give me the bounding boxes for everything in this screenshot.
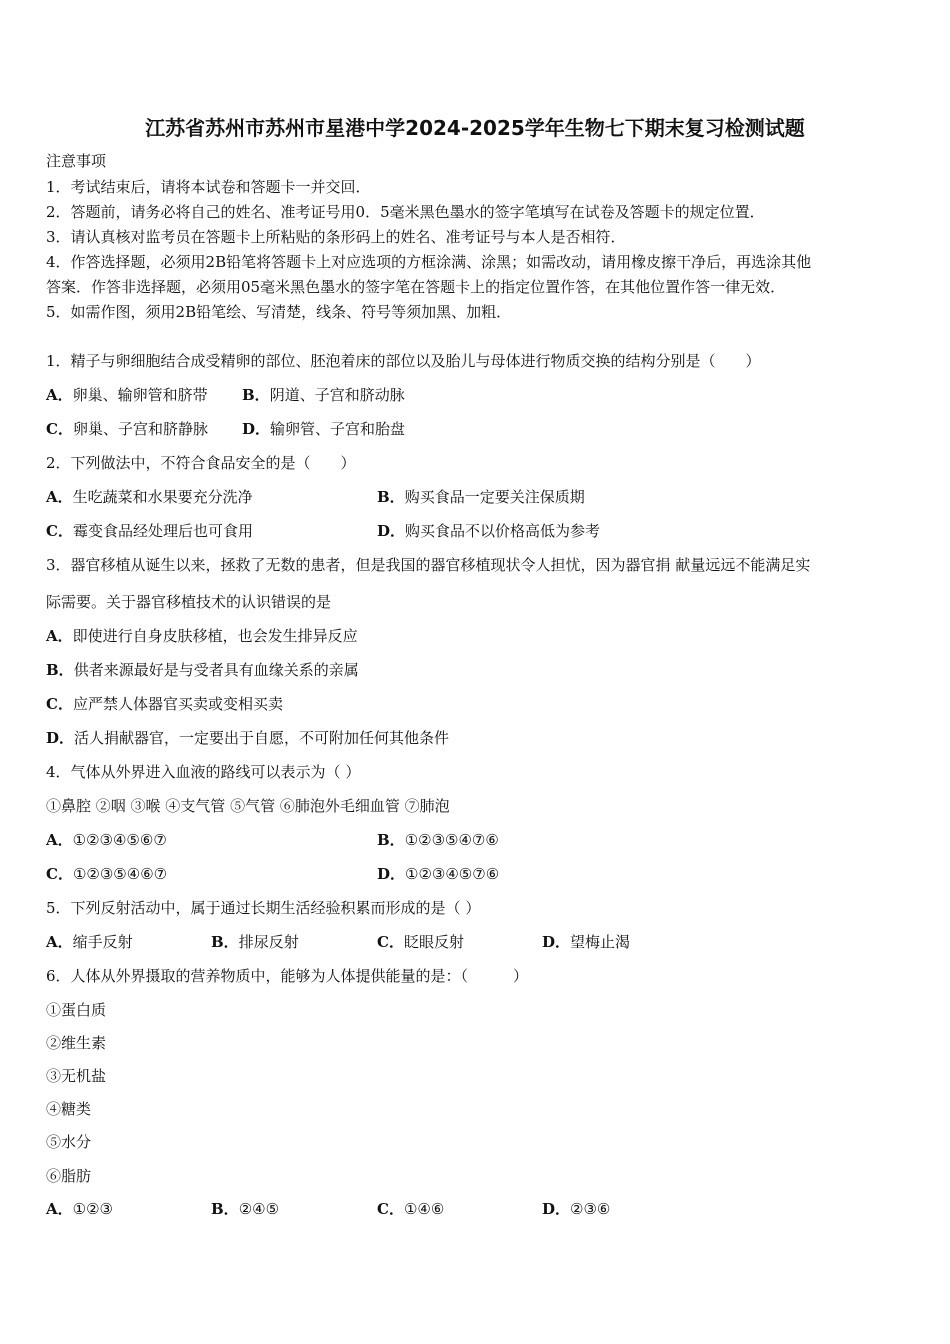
question-1-option-c[interactable] (46, 419, 208, 439)
question-5-option-c[interactable] (377, 932, 464, 952)
question-6-option-b[interactable] (211, 1199, 279, 1219)
option-text: 购买食品不以价格高低为参考 (405, 522, 601, 540)
question-3-option-a[interactable] (46, 626, 358, 646)
option-text: 输卵管、子宫和胎盘 (270, 420, 406, 438)
question-2-option-a[interactable] (46, 487, 253, 507)
option-label: A． (46, 1200, 73, 1218)
option-label: D． (242, 420, 271, 438)
option-text: ①②③④⑤⑦⑥ (405, 865, 500, 883)
question-4-option-a[interactable] (46, 830, 167, 850)
option-label: D． (377, 865, 406, 883)
option-text: 眨眼反射 (403, 933, 464, 951)
notice-item: 答案．作答非选择题，必须用05毫米黑色墨水的签字笔在答题卡上的指定位置作答，在其他位置作答一律无效． (46, 278, 786, 296)
question-2-option-b[interactable] (377, 487, 585, 507)
option-label: D． (542, 1200, 571, 1218)
option-label: D． (377, 522, 406, 540)
option-text: 霉变食品经处理后也可食用 (72, 522, 253, 540)
option-label: C． (46, 420, 73, 438)
option-text: 卵巢、子宫和脐静脉 (72, 420, 208, 438)
question-1-stem: 1．精子与卵细胞结合成受精卵的部位、胚泡着床的部位以及胎儿与母体进行物质交换的结构分别是（ ） (46, 352, 761, 370)
question-1-option-d[interactable] (242, 419, 405, 439)
notice-item: 2．答题前，请务必将自己的姓名、准考证号用0．5毫米黑色墨水的签字笔填写在试卷及答题卡的规定位置． (46, 203, 765, 221)
option-text: ①②③⑤④⑥⑦ (72, 865, 168, 883)
option-text: 卵巢、输卵管和脐带 (72, 386, 208, 404)
notice-item: 5．如需作图，须用2B铅笔绘、写清楚，线条、符号等须加黑、加粗． (46, 303, 512, 321)
question-5-stem: 5．下列反射活动中，属于通过长期生活经验积累而形成的是（ ） (46, 899, 481, 917)
notice-item: 3．请认真核对监考员在答题卡上所粘贴的条形码上的姓名、准考证号与本人是否相符． (46, 228, 626, 246)
option-label: C． (46, 522, 73, 540)
question-1-option-b[interactable] (242, 385, 405, 405)
question-6-option-c[interactable] (377, 1199, 444, 1219)
option-text: ②④⑤ (238, 1200, 280, 1218)
question-4-stem: 4．气体从外界进入血液的路线可以表示为（ ） (46, 763, 361, 781)
question-6-item: ④糖类 (46, 1100, 92, 1118)
question-2-stem: 2．下列做法中，不符合食品安全的是（ ） (46, 454, 356, 472)
question-6-item: ①蛋白质 (46, 1001, 107, 1019)
option-text: 购买食品一定要关注保质期 (404, 488, 585, 506)
option-text: 生吃蔬菜和水果要充分洗净 (72, 488, 253, 506)
option-text: 应严禁人体器官买卖或变相买卖 (72, 695, 283, 713)
question-3-option-c[interactable] (46, 694, 283, 714)
question-6-option-d[interactable] (542, 1199, 610, 1219)
option-label: C． (377, 933, 404, 951)
option-text: 阴道、子宫和脐动脉 (269, 386, 405, 404)
question-3-option-d[interactable] (46, 728, 449, 748)
question-3-option-b[interactable] (46, 660, 359, 680)
question-2-option-d[interactable] (377, 521, 600, 541)
option-label: A． (46, 488, 73, 506)
question-6-item: ⑤水分 (46, 1133, 92, 1151)
question-4-items: ①鼻腔 ②咽 ③喉 ④支气管 ⑤气管 ⑥肺泡外毛细血管 ⑦肺泡 (46, 797, 450, 815)
option-text: ①②③⑤④⑦⑥ (404, 831, 499, 849)
option-label: B． (46, 661, 74, 679)
option-label: D． (46, 729, 75, 747)
option-label: C． (377, 1200, 404, 1218)
option-text: ①④⑥ (403, 1200, 445, 1218)
page-title: 江苏省苏州市苏州市星港中学2024-2025学年生物七下期末复习检测试题 (145, 116, 805, 140)
question-4-option-c[interactable] (46, 864, 167, 884)
option-label: A． (46, 386, 73, 404)
question-5-option-a[interactable] (46, 932, 133, 952)
question-6-option-a[interactable] (46, 1199, 113, 1219)
option-label: A． (46, 831, 73, 849)
option-text: 供者来源最好是与受者具有血缘关系的亲属 (73, 661, 359, 679)
option-text: 即使进行自身皮肤移植，也会发生排异反应 (72, 627, 358, 645)
question-5-option-d[interactable] (542, 932, 630, 952)
option-text: 望梅止渴 (570, 933, 631, 951)
option-label: B． (211, 933, 239, 951)
option-label: A． (46, 933, 73, 951)
question-6-item: ②维生素 (46, 1034, 107, 1052)
notice-item: 4．作答选择题，必须用2B铅笔将答题卡上对应选项的方框涂满、涂黑；如需改动，请用橡皮擦干净后，再选涂其他 (46, 253, 812, 271)
option-label: A． (46, 627, 73, 645)
question-2-option-c[interactable] (46, 521, 253, 541)
option-label: B． (377, 831, 405, 849)
question-4-option-b[interactable] (377, 830, 499, 850)
option-label: D． (542, 933, 571, 951)
option-text: ①②③④⑤⑥⑦ (72, 831, 167, 849)
question-5-option-b[interactable] (211, 932, 299, 952)
notice-item: 1．考试结束后，请将本试卷和答题卡一并交回． (46, 178, 371, 196)
question-3-stem-continued: 际需要。关于器官移植技术的认识错误的是 (46, 593, 332, 611)
option-label: B． (242, 386, 270, 404)
option-text: 排尿反射 (238, 933, 299, 951)
option-text: 活人捐献器官，一定要出于自愿，不可附加任何其他条件 (74, 729, 450, 747)
option-label: C． (46, 695, 73, 713)
question-3-stem: 3．器官移植从诞生以来，拯救了无数的患者，但是我国的器官移植现状令人担忧，因为器官捐 献量远远不能满足实 (46, 556, 811, 574)
option-text: 缩手反射 (72, 933, 133, 951)
notice-heading: 注意事项 (46, 152, 107, 170)
question-4-option-d[interactable] (377, 864, 499, 884)
option-label: C． (46, 865, 73, 883)
option-text: ②③⑥ (570, 1200, 611, 1218)
question-1-option-a[interactable] (46, 385, 208, 405)
question-6-item: ③无机盐 (46, 1067, 107, 1085)
question-6-item: ⑥脂肪 (46, 1167, 92, 1185)
question-6-stem: 6．人体从外界摄取的营养物质中，能够为人体提供能量的是：（ ） (46, 967, 529, 985)
option-text: ①②③ (72, 1200, 113, 1218)
option-label: B． (211, 1200, 239, 1218)
option-label: B． (377, 488, 405, 506)
